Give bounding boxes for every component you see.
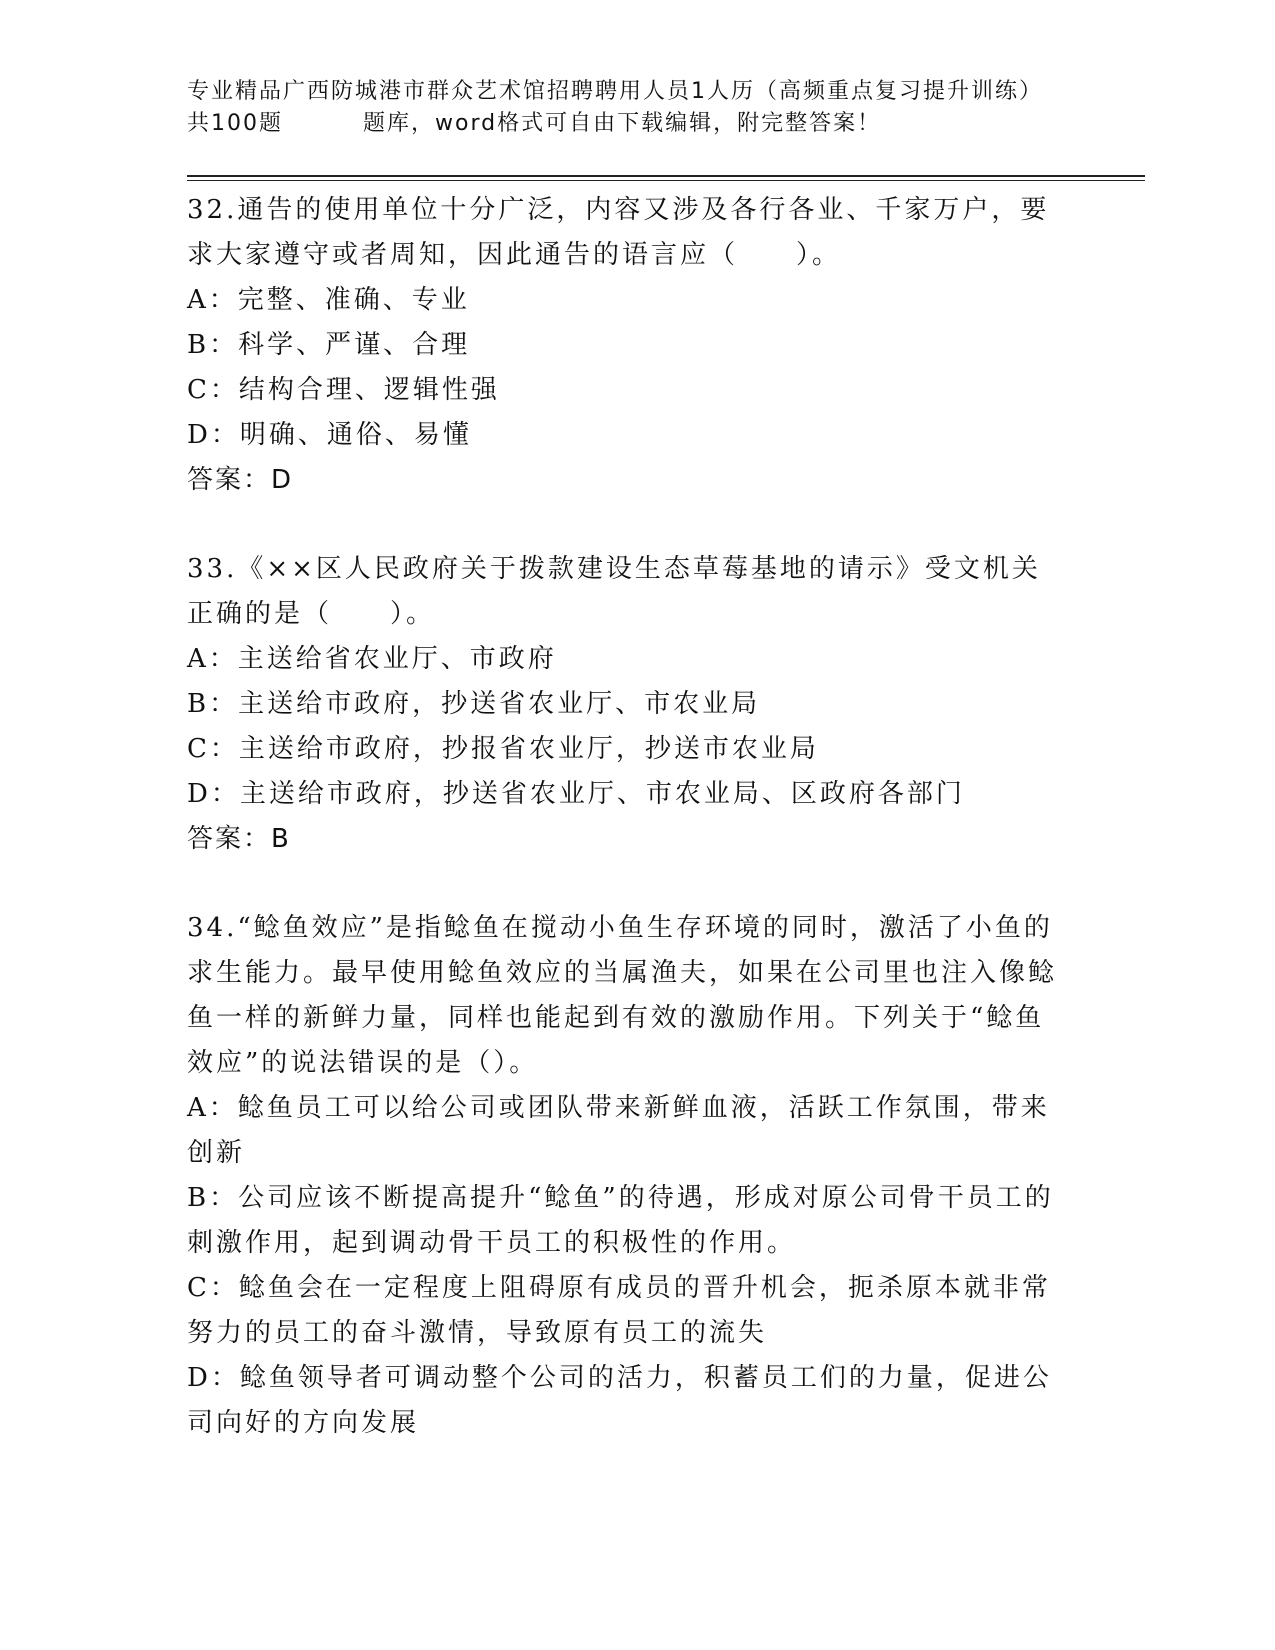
question-stem: 32.通告的使用单位十分广泛，内容又涉及各行各业、千家万户，要求大家遵守或者周知，因此通告的语言应（ ）。 (187, 195, 1050, 270)
answer-line: 答案：D (187, 465, 294, 495)
question-33 (187, 547, 1067, 862)
option-a: A：完整、准确、专业 (187, 285, 470, 315)
option-d: D：主送给市政府，抄送省农业厅、市农业局、区政府各部门 (187, 779, 965, 809)
question-stem: 34.“鲶鱼效应”是指鲶鱼在搅动小鱼生存环境的同时，激活了小鱼的求生能力。最早使用鲶鱼效应的当属渔夫，如果在公司里也注入像鲶鱼一样的新鲜力量，同样也能起到有效的激励作用。下列关于“鲶鱼效应”的说法错误的是（）。 (187, 913, 1058, 1078)
option-c: C：结构合理、逻辑性强 (187, 375, 500, 405)
option-c: C：鲶鱼会在一定程度上阻碍原有成员的晋升机会，扼杀原本就非常努力的员工的奋斗激情，导致原有员工的流失 (187, 1273, 1051, 1348)
option-c: C：主送给市政府，抄报省农业厅，抄送市农业局 (187, 734, 819, 764)
option-d: D：鲶鱼领导者可调动整个公司的活力，积蓄员工们的力量，促进公司向好的方向发展 (187, 1363, 1052, 1438)
header-divider-thick (187, 175, 1145, 177)
header-subtitle-line (187, 108, 1087, 140)
header-title-line: 专业精品广西防城港市群众艺术馆招聘聘用人员1人历（高频重点复习提升训练） (187, 79, 1043, 104)
header-question-count: 共100题 (187, 111, 283, 136)
option-a: A：鲶鱼员工可以给公司或团队带来新鲜血液，活跃工作氛围，带来创新 (187, 1093, 1050, 1168)
option-d: D：明确、通俗、易懂 (187, 420, 472, 450)
question-34 (187, 906, 1067, 1446)
question-list (187, 188, 1067, 1490)
header-divider-thin (187, 180, 1145, 181)
header-format-note: 题库，word格式可自由下载编辑，附完整答案！ (363, 111, 882, 136)
question-32 (187, 188, 1067, 503)
option-b: B：科学、严谨、合理 (187, 330, 471, 360)
option-b: B：公司应该不断提高提升“鲶鱼”的待遇，形成对原公司骨干员工的刺激作用，起到调动骨干员工的积极性的作用。 (187, 1183, 1054, 1258)
option-b: B：主送给市政府，抄送省农业厅、市农业局 (187, 689, 761, 719)
option-a: A：主送给省农业厅、市政府 (187, 644, 557, 674)
document-header (187, 76, 1087, 140)
question-stem: 33.《××区人民政府关于拨款建设生态草莓基地的请示》受文机关正确的是（ ）。 (187, 554, 1041, 629)
answer-line: 答案：B (187, 824, 291, 854)
